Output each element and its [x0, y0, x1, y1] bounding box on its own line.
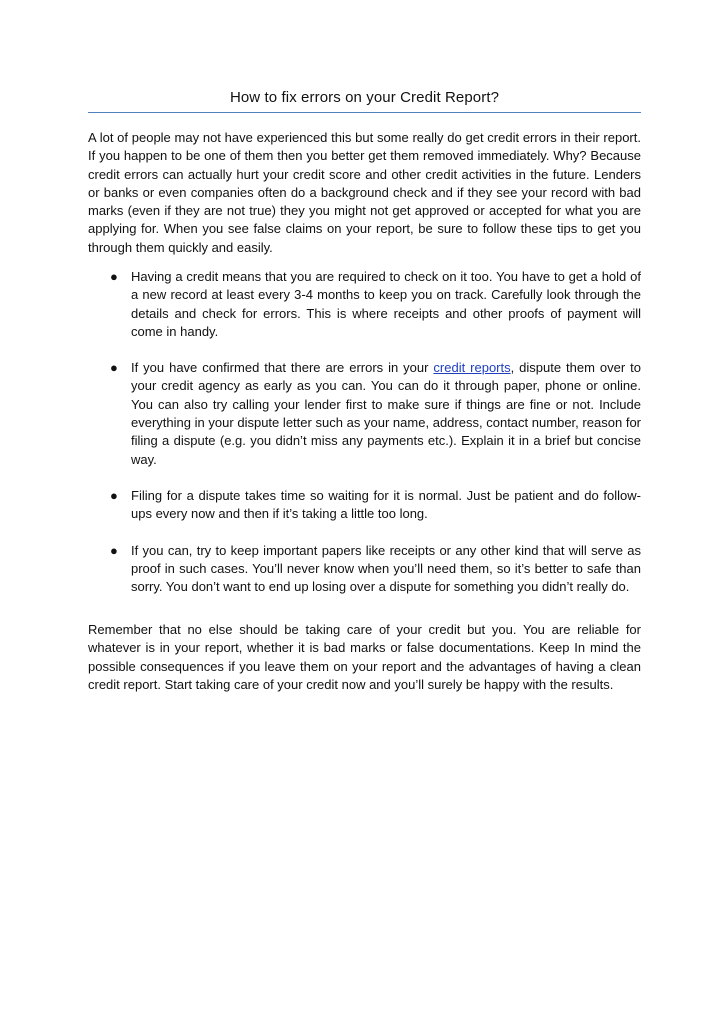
credit-reports-link[interactable]: credit reports — [433, 360, 511, 376]
list-item — [88, 487, 641, 524]
closing-paragraph: Remember that no else should be taking care of your credit but you. You are reliable for whatever is in your report, whether it is bad marks or false documentations. Keep In mind the possible consequences if you leave them on your report and the advantages of having a clean credit report. Start taking care of your credit now and you’ll surely be happy with the results. — [88, 622, 641, 692]
intro-paragraph: A lot of people may not have experienced this but some really do get credit errors in their report. If you happen to be one of them then you better get them removed immediately. Why? Because credit errors can actually hurt your credit score and other credit activities in the future. Lenders or banks or even companies often do a background check and if they see your record with bad marks (even if they are not true) they you might not get approved or accepted for what you are applying for. When you see false claims on your report, be sure to follow these tips to get you through them quickly and easily. — [88, 130, 641, 255]
list-item-text: Having a credit means that you are required to check on it too. You have to get a hold of a new record at least every 3-4 months to keep you on track. Carefully look through the details and check for errors. This is where receipts and other proofs of payment will come in handy. — [131, 269, 641, 339]
bullet-icon: ● — [110, 487, 118, 503]
list-item-text-after-link: , dispute them over to your credit agency as early as you can. You can do it through paper, phone or online. You can also try calling your lender first to make sure if things are fine or not. Include everything in your dispute letter such as your name, address, contact number, reason for filing a dispute (e.g. you didn’t miss any payments etc.). Explain it in a brief but concise way. — [131, 360, 641, 467]
list-item — [88, 359, 641, 469]
list-item-text: If you can, try to keep important papers like receipts or any other kind that will serve as proof in such cases. You’ll never know when you’ll need them, so it’s better to safe than sorry. You don’t want to end up losing over a dispute for something you didn’t really do. — [131, 542, 641, 595]
list-item-text: Filing for a dispute takes time so waiting for it is normal. Just be patient and do follow-ups every now and then if it’s taking a little too long. — [131, 487, 641, 522]
list-item-text-before-link: If you have confirmed that there are errors in your — [131, 360, 434, 376]
list-item — [88, 268, 641, 341]
title-divider — [88, 112, 641, 113]
list-item-text — [131, 360, 641, 466]
bullet-icon: ● — [110, 269, 118, 284]
page-title: How to fix errors on your Credit Report? — [229, 89, 500, 106]
list-item — [88, 542, 641, 597]
bullet-icon: ● — [110, 360, 118, 376]
tips-list — [88, 268, 641, 596]
bullet-icon: ● — [110, 542, 118, 558]
